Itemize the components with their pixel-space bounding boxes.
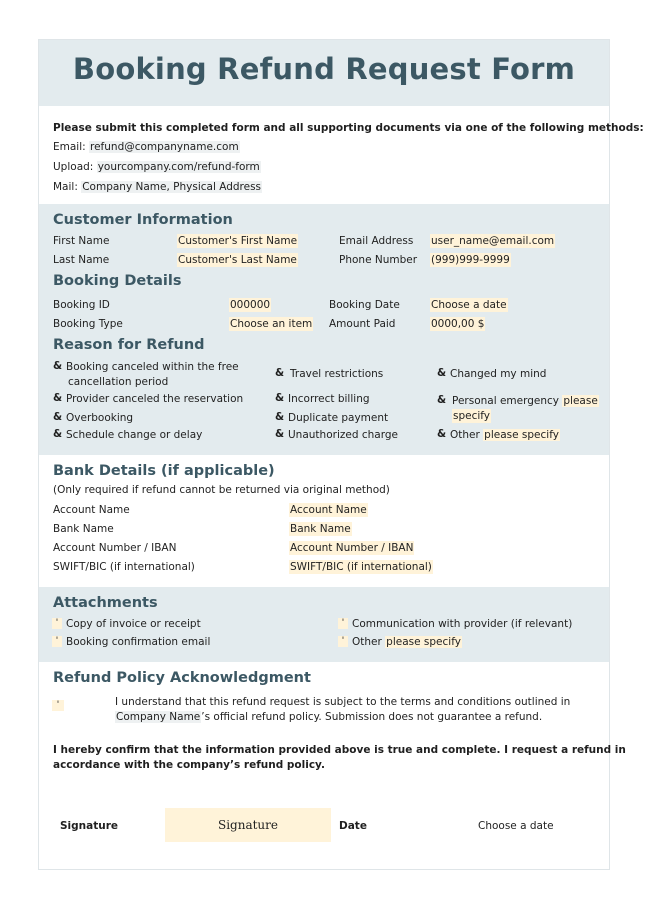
- signature-date-picker[interactable]: Choose a date: [478, 820, 554, 832]
- reason-label-10-text: Personal emergency: [452, 395, 560, 407]
- account-number-field[interactable]: Account Number / IBAN: [290, 542, 414, 554]
- intro-mail-label: Mail:: [53, 181, 78, 193]
- intro-upload: [53, 160, 261, 174]
- policy-text-line2-rest: ’s official refund policy. Submission does not guarantee a refund.: [201, 711, 543, 723]
- bank-name-label: Bank Name: [53, 523, 114, 535]
- bank-heading: Bank Details (if applicable): [53, 463, 275, 479]
- reason-label-11: [450, 428, 560, 442]
- policy-company-name: Company Name: [116, 711, 201, 723]
- booking-type-label: Booking Type: [53, 318, 123, 330]
- intro-heading: Please submit this completed form and all supporting documents via one of the following methods:: [53, 122, 644, 134]
- reason-checkbox-2[interactable]: &: [53, 392, 63, 404]
- attachment-label-4-text: Other: [352, 636, 382, 648]
- customer-heading: Customer Information: [53, 212, 233, 228]
- reason-checkbox-9[interactable]: &: [437, 367, 447, 379]
- attachments-heading: Attachments: [53, 595, 158, 611]
- booking-heading: Booking Details: [53, 273, 182, 289]
- reason-checkbox-7[interactable]: &: [275, 411, 285, 423]
- attachment-label-2: Booking confirmation email: [66, 636, 211, 648]
- account-number-label: Account Number / IBAN: [53, 542, 177, 554]
- reason-label-2: Provider canceled the reservation: [66, 393, 244, 405]
- title-band: [39, 40, 609, 106]
- page-title: Booking Refund Request Form: [72, 52, 576, 86]
- reason-checkbox-10[interactable]: &: [437, 394, 447, 406]
- reason-checkbox-4[interactable]: &: [53, 428, 63, 440]
- attachment-label-1: Copy of invoice or receipt: [66, 618, 201, 630]
- email-address-field[interactable]: user_name@email.com: [431, 235, 555, 247]
- attachment-label-3: Communication with provider (if relevant): [352, 618, 573, 630]
- booking-id-field[interactable]: 000000: [230, 299, 271, 311]
- intro-email-label: Email:: [53, 141, 86, 153]
- reason-specify-field-1-cont[interactable]: specify: [453, 410, 491, 422]
- phone-number-field[interactable]: (999)999-9999: [431, 254, 510, 266]
- amount-paid-field[interactable]: 0000,00 $: [431, 318, 485, 330]
- reason-specify-field-1[interactable]: please: [563, 395, 598, 407]
- attachment-checkbox-3[interactable]: ': [338, 618, 348, 629]
- reason-checkbox-3[interactable]: &: [53, 411, 63, 423]
- last-name-field[interactable]: Customer's Last Name: [178, 254, 297, 266]
- reason-label-3: Overbooking: [66, 412, 134, 424]
- intro-mail-value: Company Name, Physical Address: [82, 181, 262, 193]
- reason-label-10: [452, 394, 599, 408]
- booking-date-picker[interactable]: Choose a date: [431, 299, 507, 311]
- reason-checkbox-6[interactable]: &: [275, 392, 285, 404]
- intro-email: [53, 140, 240, 154]
- attachment-checkbox-2[interactable]: ': [52, 636, 62, 647]
- reason-specify-field-2[interactable]: please specify: [484, 429, 559, 441]
- policy-text-line2: [115, 710, 542, 724]
- attachment-checkbox-1[interactable]: ': [52, 618, 62, 629]
- intro-upload-label: Upload:: [53, 161, 94, 173]
- signature-placeholder: Signature: [217, 818, 278, 832]
- reason-label-6: Incorrect billing: [288, 393, 370, 405]
- amount-paid-label: Amount Paid: [329, 318, 396, 330]
- reason-label-4: Schedule change or delay: [66, 429, 203, 441]
- reason-label-1: Booking canceled within the free: [66, 361, 239, 373]
- reason-label-7: Duplicate payment: [288, 412, 389, 424]
- intro-mail: [53, 180, 262, 194]
- reason-label-11-text: Other: [450, 429, 480, 441]
- reason-label-9: Changed my mind: [450, 368, 547, 380]
- attachment-label-4: [352, 635, 462, 649]
- last-name-label: Last Name: [53, 254, 110, 266]
- reason-checkbox-8[interactable]: &: [275, 428, 285, 440]
- reason-checkbox-11[interactable]: &: [437, 428, 447, 440]
- signature-field[interactable]: [165, 808, 331, 842]
- intro-email-link[interactable]: refund@companyname.com: [90, 141, 239, 153]
- policy-checkbox[interactable]: ': [52, 700, 64, 711]
- swift-label: SWIFT/BIC (if international): [53, 561, 195, 573]
- reason-label-1-cont: cancellation period: [68, 376, 169, 388]
- attachment-specify-field[interactable]: please specify: [386, 636, 461, 648]
- signature-label: Signature: [60, 820, 119, 832]
- first-name-field[interactable]: Customer's First Name: [178, 235, 298, 247]
- email-address-label: Email Address: [339, 235, 414, 247]
- account-name-label: Account Name: [53, 504, 130, 516]
- bank-note: (Only required if refund cannot be returned via original method): [53, 484, 390, 496]
- confirm-line1: I hereby confirm that the information provided above is true and complete. I request a refund in: [53, 744, 626, 756]
- reason-label-5: Travel restrictions: [290, 368, 384, 380]
- reason-label-8: Unauthorized charge: [288, 429, 398, 441]
- reason-checkbox-1[interactable]: &: [53, 360, 63, 372]
- reason-heading: Reason for Refund: [53, 337, 205, 353]
- confirm-line2: accordance with the company’s refund policy.: [53, 759, 325, 771]
- booking-type-select[interactable]: Choose an item: [230, 318, 313, 330]
- booking-id-label: Booking ID: [53, 299, 110, 311]
- booking-date-label: Booking Date: [329, 299, 400, 311]
- form-page: [38, 39, 644, 870]
- attachment-checkbox-4[interactable]: ': [338, 636, 348, 647]
- policy-heading: Refund Policy Acknowledgment: [53, 670, 311, 686]
- bank-name-field[interactable]: Bank Name: [290, 523, 351, 535]
- date-label: Date: [339, 820, 367, 832]
- first-name-label: First Name: [53, 235, 110, 247]
- swift-field[interactable]: SWIFT/BIC (if international): [290, 561, 432, 573]
- reason-checkbox-5[interactable]: &: [275, 367, 285, 379]
- intro-upload-link[interactable]: yourcompany.com/refund-form: [97, 161, 260, 173]
- policy-text-line1: I understand that this refund request is subject to the terms and conditions outlined in: [115, 696, 571, 708]
- phone-number-label: Phone Number: [339, 254, 418, 266]
- account-name-field[interactable]: Account Name: [290, 504, 367, 516]
